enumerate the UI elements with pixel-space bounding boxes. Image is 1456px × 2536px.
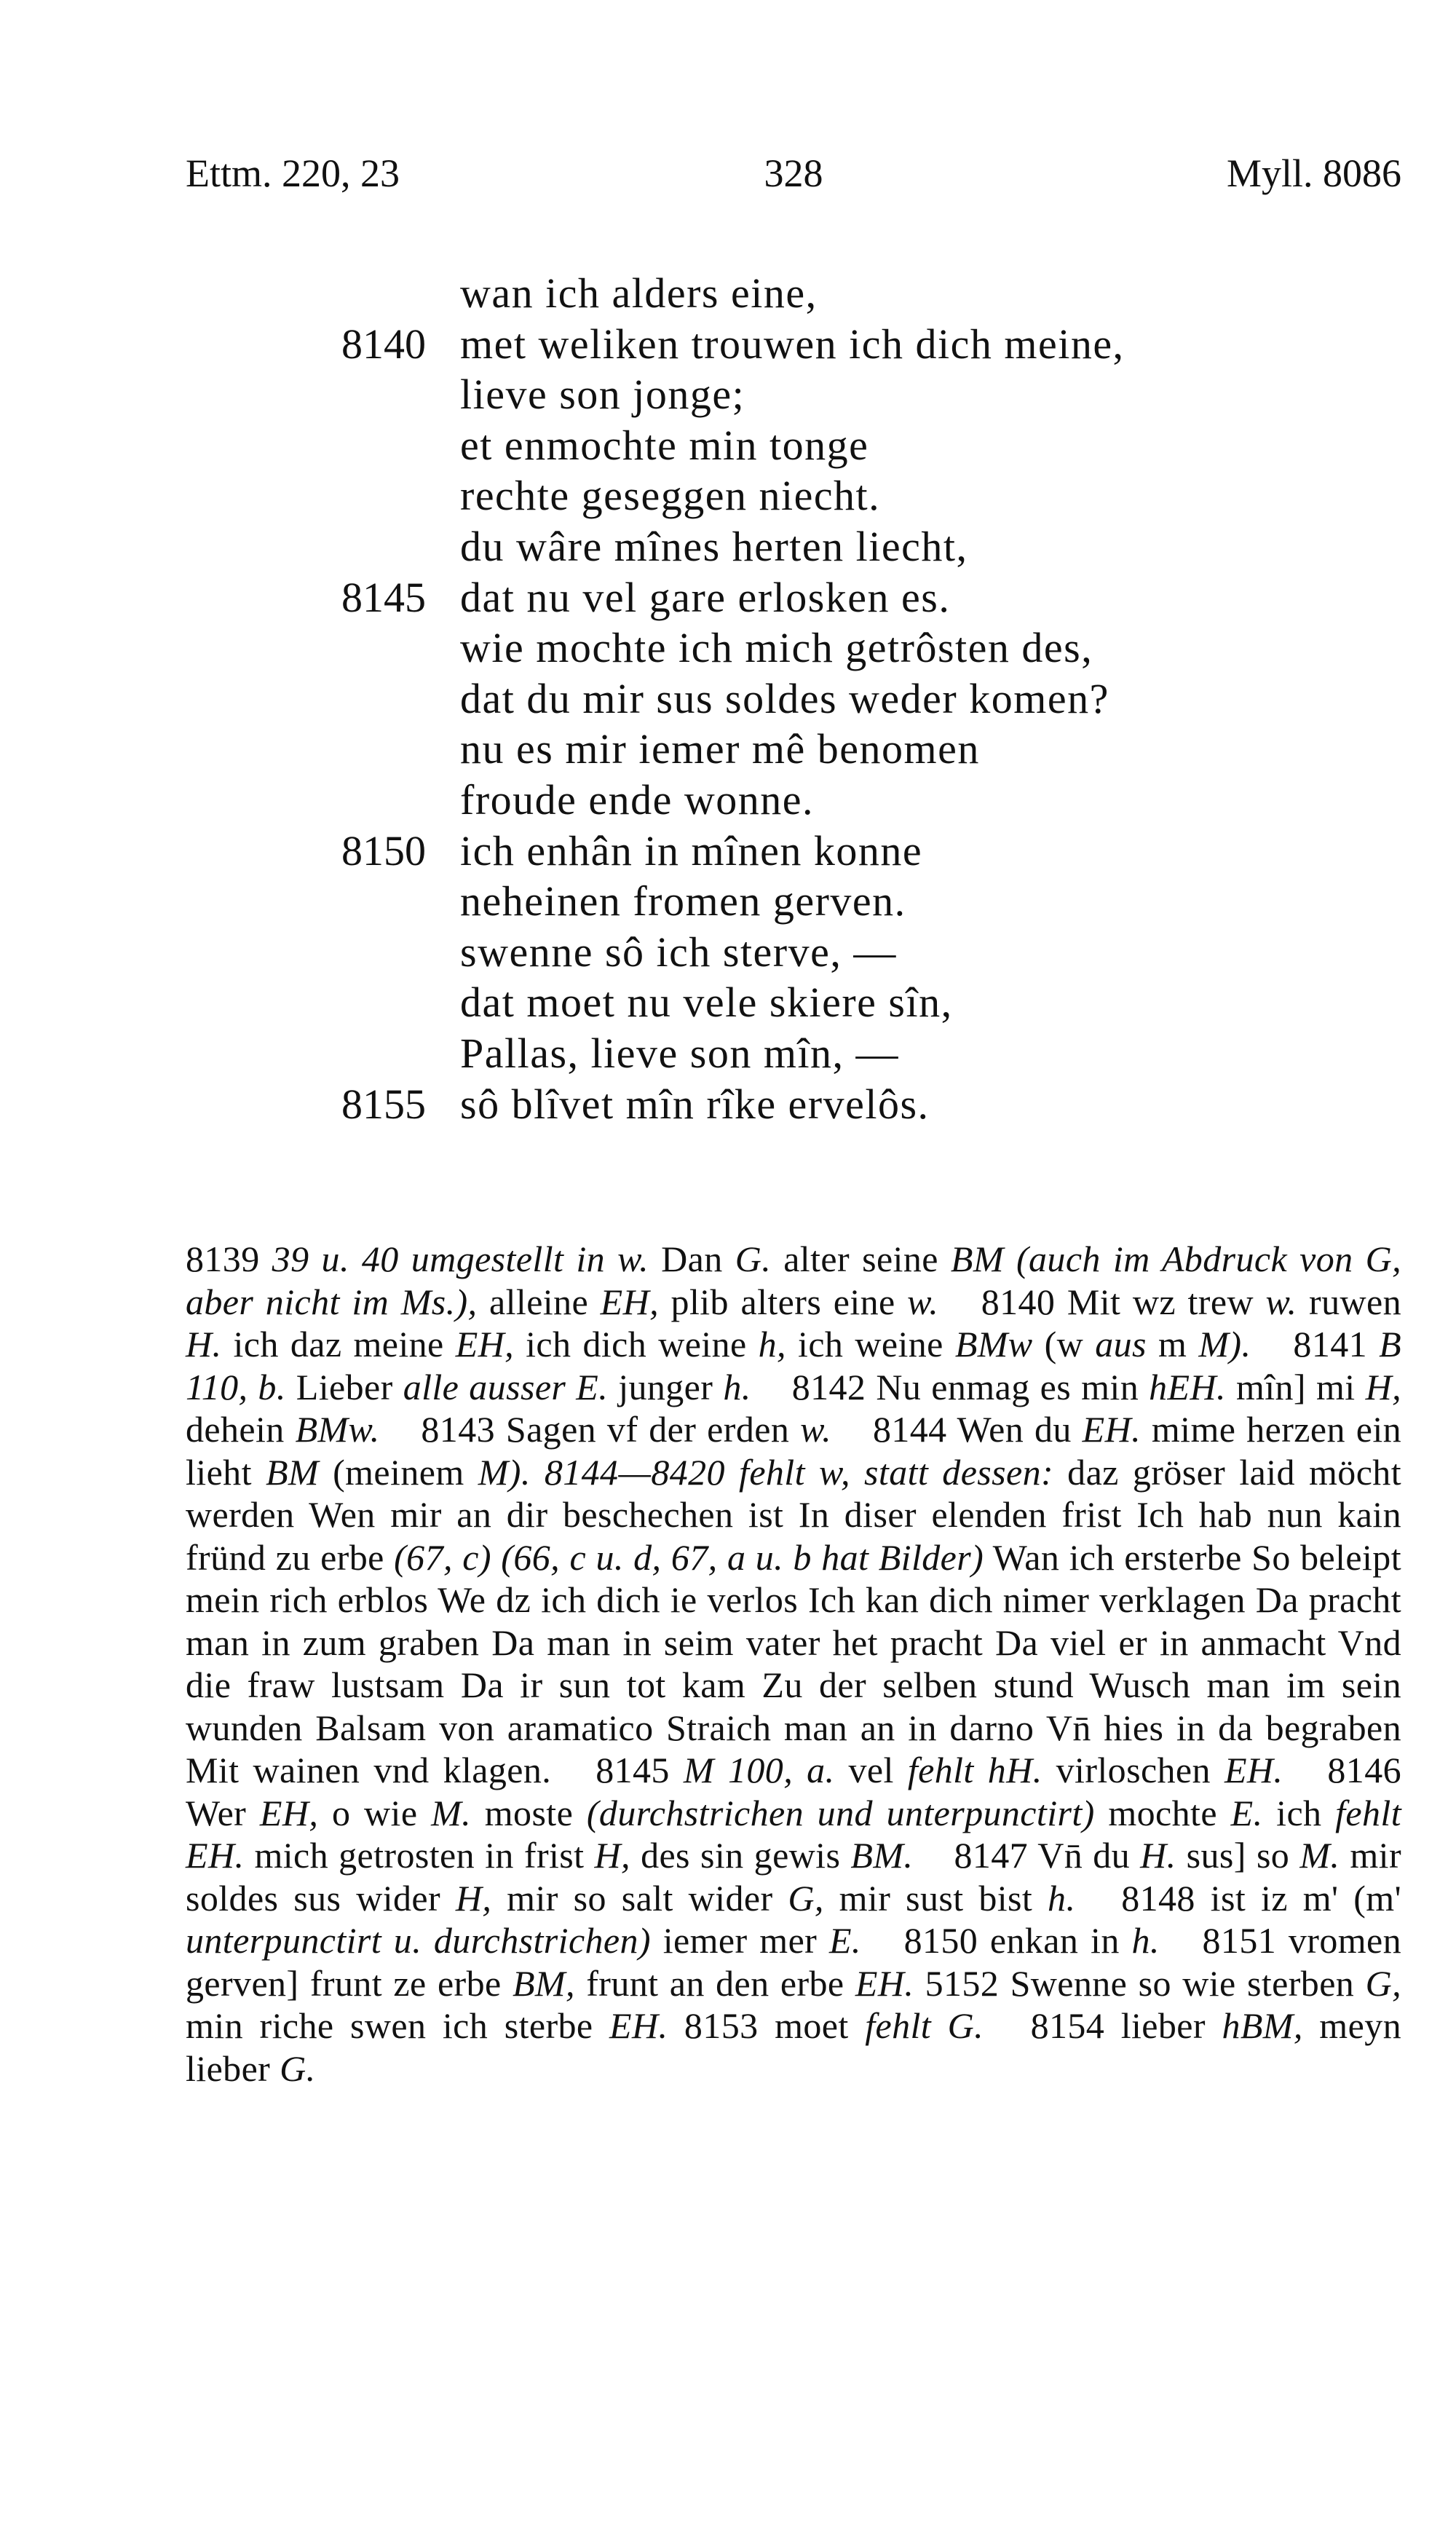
verse-text: Pallas, lieve son mîn, — [460, 1029, 900, 1077]
apparatus-italic-text: alle ausser E. [403, 1366, 609, 1407]
apparatus-italic-text: BM, [512, 1962, 575, 2004]
apparatus-italic-text: (67, c) (66, c u. d, 67, a u. b hat Bilder) [394, 1536, 984, 1578]
apparatus-italic-text: BM [265, 1451, 319, 1493]
apparatus-text: daz gröser laid möcht werden Wen mir an dir beschechen ist In diser elenden frist Ich hab nun kain fründ zu erbe [186, 1451, 1401, 1578]
verse-line [0, 319, 1456, 370]
apparatus-italic-text: h. [1131, 1920, 1160, 1961]
verse-text: swenne sô ich sterve, — [460, 928, 897, 976]
verse-number: 8150 [341, 826, 426, 874]
apparatus-italic-text: EH. [1224, 1750, 1283, 1790]
apparatus-italic-text: h. [1048, 1877, 1076, 1919]
apparatus-text: junger [608, 1366, 724, 1407]
apparatus-italic-text: 8144—8420 fehlt w, statt dessen: [544, 1451, 1054, 1493]
apparatus-text: sus] so [1176, 1835, 1300, 1876]
apparatus-italic-text: h. [723, 1366, 751, 1407]
apparatus-text: 5152 Swenne so wie sterben [914, 1962, 1366, 2004]
apparatus-text: des sin gewis [630, 1835, 851, 1876]
apparatus-italic-text: G. [735, 1239, 772, 1279]
apparatus-italic-text: EH. [855, 1962, 914, 2004]
apparatus-italic-text: H. [1140, 1835, 1176, 1876]
apparatus-italic-text: w. [907, 1281, 939, 1322]
verse-text: du wâre mînes herten liecht, [460, 522, 968, 570]
apparatus-italic-text: fehlt EH. [186, 1792, 1401, 1876]
apparatus-italic-text: BM (auch im Abdruck von G, aber nicht im Ms.), [186, 1239, 1401, 1322]
header-left-reference: Ettm. 220, 23 [186, 151, 400, 195]
verse-text: neheinen fromen gerven. [460, 877, 906, 925]
apparatus-italic-text: M. [1299, 1835, 1340, 1876]
apparatus-text: 8145 [596, 1750, 684, 1790]
verse-text: dat moet nu vele skiere sîn, [460, 979, 953, 1027]
verse-line [0, 1028, 1456, 1079]
apparatus-text: virloschen [1042, 1750, 1224, 1790]
verse-text: sô blîvet mîn rîke ervelôs. [460, 1080, 930, 1128]
apparatus-text: Dan [649, 1239, 735, 1279]
apparatus-text: (meinem [318, 1451, 478, 1493]
page-number: 328 [764, 151, 823, 195]
apparatus-italic-text: B 110, b. [186, 1324, 1402, 1407]
verse-line [0, 470, 1456, 521]
verse-line [0, 572, 1456, 623]
verse-text: met weliken trouwen ich dich meine, [460, 320, 1125, 368]
apparatus-italic-text: EH, [600, 1281, 659, 1322]
apparatus-text: mîn] mi [1225, 1366, 1366, 1407]
apparatus-text: mir soldes sus wider [186, 1835, 1401, 1919]
verse-line [0, 268, 1456, 319]
apparatus-text: mir sust bist [823, 1877, 1048, 1919]
apparatus-italic-text: EH, [455, 1324, 515, 1364]
apparatus-italic-text: E. [1230, 1792, 1263, 1833]
apparatus-text: meyn lieber [186, 2005, 1401, 2089]
verse-number: 8145 [341, 573, 426, 621]
apparatus-text: moste [471, 1792, 587, 1833]
apparatus-text: Wan ich ersterbe So beleipt mein rich erblos We dz ich dich ie verlos Ich kan dich nimer verklagen Da pracht man in zum graben Da man in seim vater het pracht Da viel er in anmacht Vnd die fraw lustsam Da ir sun tot kam Zu der selben stund Wusch man im sein wunden Balsam von aramatico Straich man an in darno Vn̄ hies in da begraben Mit wainen vnd klagen. [186, 1536, 1401, 1790]
verse-line [0, 876, 1456, 927]
apparatus-text [531, 1452, 545, 1493]
apparatus-italic-text: M). [1198, 1324, 1251, 1364]
apparatus-italic-text: BM. [850, 1835, 914, 1876]
verse-text: rechte geseggen niecht. [460, 472, 881, 520]
apparatus-italic-text: EH. [609, 2005, 668, 2046]
apparatus-italic-text: H, [1365, 1366, 1402, 1407]
verse-text-block [0, 268, 1456, 1129]
verse-line [0, 369, 1456, 420]
apparatus-text: iemer mer [650, 1920, 829, 1961]
apparatus-text: 8144 Wen du [872, 1409, 1083, 1450]
apparatus-text: frunt an den erbe [574, 1962, 855, 2004]
apparatus-text: 8140 Mit wz trew [981, 1281, 1266, 1322]
verse-text: wie mochte ich mich getrôsten des, [460, 624, 1093, 672]
critical-apparatus [186, 1238, 1401, 2090]
apparatus-italic-text: G, [1365, 1962, 1401, 2004]
apparatus-text: ich [1262, 1792, 1336, 1833]
apparatus-italic-text: hBM, [1222, 2005, 1303, 2046]
verse-text: froude ende wonne. [460, 775, 814, 823]
verse-number: 8140 [341, 320, 426, 368]
verse-text: ich enhân in mînen konne [460, 826, 923, 874]
apparatus-italic-text: hEH. [1149, 1366, 1226, 1407]
verse-line [0, 826, 1456, 877]
apparatus-italic-text: 39 u. 40 umgestellt in w. [272, 1239, 649, 1279]
apparatus-italic-text: BMw [954, 1324, 1033, 1364]
apparatus-text: dehein [186, 1409, 296, 1450]
apparatus-italic-text: H. [186, 1324, 222, 1364]
verse-line [0, 623, 1456, 673]
apparatus-italic-text: aus [1095, 1324, 1147, 1364]
apparatus-text: 8154 lieber [1030, 2005, 1222, 2046]
apparatus-italic-text: h, [758, 1324, 786, 1364]
apparatus-italic-text: H, [594, 1835, 630, 1876]
apparatus-italic-text: unterpunctirt u. durchstrichen) [186, 1920, 651, 1961]
apparatus-italic-text: (durchstrichen und unterpunctirt) [586, 1792, 1095, 1833]
apparatus-text: ruwen [1297, 1281, 1401, 1322]
apparatus-text: mochte [1094, 1792, 1231, 1833]
apparatus-italic-text: w. [1265, 1281, 1297, 1322]
verse-text: nu es mir iemer mê benomen [460, 725, 980, 773]
apparatus-text: Lieber [285, 1366, 403, 1407]
apparatus-italic-text: EH. [1082, 1409, 1142, 1450]
apparatus-italic-text: M 100, a. [683, 1750, 835, 1790]
apparatus-italic-text: M). [478, 1451, 531, 1493]
verse-line [0, 521, 1456, 572]
apparatus-text: 8139 [186, 1239, 272, 1279]
apparatus-text: 8147 Vn̄ du [954, 1835, 1141, 1876]
apparatus-text: 8141 [1293, 1324, 1380, 1364]
apparatus-italic-text: EH, [259, 1792, 319, 1833]
verse-text: wan ich alders eine, [460, 269, 818, 317]
apparatus-text: 8142 Nu enmag es min [791, 1366, 1150, 1407]
verse-text: dat du mir sus soldes weder komen? [460, 674, 1109, 722]
apparatus-text: ich daz meine [221, 1324, 456, 1364]
verse-text: lieve son jonge; [460, 371, 745, 419]
running-head [186, 144, 1401, 202]
verse-line [0, 977, 1456, 1028]
apparatus-text: alter seine [771, 1239, 951, 1279]
verse-text: dat nu vel gare erlosken es. [460, 573, 951, 621]
verse-line [0, 927, 1456, 978]
apparatus-text: o wie [318, 1792, 432, 1833]
apparatus-italic-text: M. [431, 1792, 472, 1833]
apparatus-text: alleine [477, 1281, 601, 1322]
apparatus-italic-text: BMw. [295, 1409, 380, 1450]
apparatus-text: m [1146, 1324, 1199, 1364]
verse-text: et enmochte min tonge [460, 421, 869, 469]
apparatus-text: 8151 vromen gerven] frunt ze erbe [186, 1920, 1402, 2004]
verse-line [0, 673, 1456, 724]
apparatus-text: mime herzen ein lieht [186, 1409, 1402, 1493]
verse-line [0, 1079, 1456, 1130]
verse-line [0, 420, 1456, 471]
verse-line [0, 724, 1456, 775]
apparatus-text: plib alters eine [659, 1281, 908, 1322]
apparatus-text: 8143 Sagen vf der erden [421, 1409, 801, 1450]
apparatus-italic-text: w. [800, 1409, 832, 1450]
verse-number: 8155 [341, 1080, 426, 1128]
apparatus-italic-text: G. [280, 2047, 316, 2089]
apparatus-italic-text: G, [788, 1877, 824, 1919]
apparatus-italic-text: E. [828, 1920, 861, 1961]
apparatus-text: 8153 moet [668, 2005, 866, 2046]
apparatus-italic-text: fehlt G. [865, 2005, 984, 2046]
apparatus-text: vel [834, 1750, 908, 1790]
apparatus-text: (w [1032, 1324, 1096, 1364]
apparatus-text: ich weine [786, 1324, 955, 1364]
apparatus-text: mich getrosten in frist [244, 1835, 595, 1876]
apparatus-text: 8148 ist iz m' (m' [1121, 1877, 1401, 1919]
apparatus-italic-text: H, [455, 1877, 492, 1919]
verse-line [0, 775, 1456, 826]
apparatus-text: min riche swen ich sterbe [186, 2005, 610, 2046]
apparatus-text: mir so salt wider [491, 1877, 788, 1919]
apparatus-text: 8146 Wer [186, 1750, 1402, 1833]
apparatus-text: ich dich weine [514, 1324, 759, 1364]
header-right-reference: Myll. 8086 [1226, 151, 1401, 195]
apparatus-italic-text: fehlt hH. [907, 1750, 1042, 1790]
apparatus-text: 8150 enkan in [903, 1920, 1132, 1961]
